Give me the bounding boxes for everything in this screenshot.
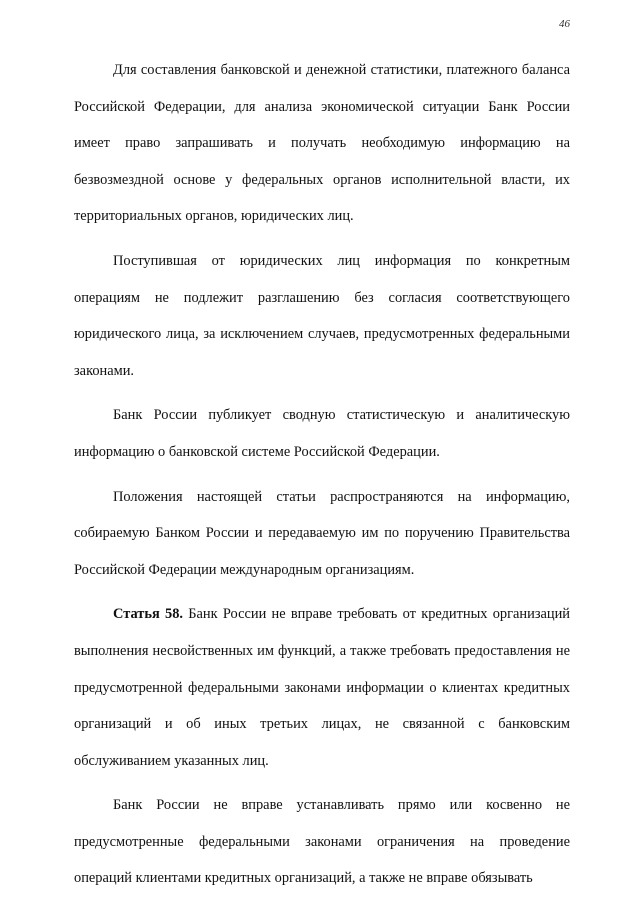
paragraph-text: Положения настоящей статьи распространяются на информацию, собираемую Банком России и передаваемую им по поручению Правительства Российской Федерации международным организациям.	[74, 488, 570, 578]
paragraph-text: Банк России не вправе требовать от кредитных организаций выполнения несвойственных им функций, а также требовать предоставления не предусмотренной федеральными законами информации о клиентах кредитных организаций и об иных третьих лицах, не связанной с банковским обслуживанием указанных лиц.	[74, 606, 570, 769]
paragraph-publication	[74, 397, 570, 470]
paragraph-statistics	[74, 52, 570, 235]
page-number: 46	[559, 18, 570, 30]
paragraph-restrictions	[74, 787, 570, 897]
paragraph-text: Для составления банковской и денежной статистики, платежного баланса Российской Федерации, для анализа экономической ситуации Банк России имеет право запрашивать и получать необходимую информацию на безвозмездной основе у федеральных органов исполнительной власти, их территориальных органов, юридических лиц.	[74, 62, 570, 225]
paragraph-international	[74, 479, 570, 589]
document-body	[74, 52, 570, 905]
paragraph-text: Банк России не вправе устанавливать прямо или косвенно не предусмотренные федеральными законами ограничения на проведение операций клиентами кредитных организаций, а также не вправе обязывать	[74, 797, 570, 887]
paragraph-article-58	[74, 596, 570, 779]
article-number: Статья 58.	[113, 606, 183, 623]
paragraph-text: Банк России публикует сводную статистическую и аналитическую информацию о банковской системе Российской Федерации.	[74, 407, 570, 460]
paragraph-text: Поступившая от юридических лиц информация по конкретным операциям не подлежит разглашению без согласия соответствующего юридического лица, за исключением случаев, предусмотренных федеральными законами.	[74, 252, 570, 379]
paragraph-confidentiality	[74, 243, 570, 389]
